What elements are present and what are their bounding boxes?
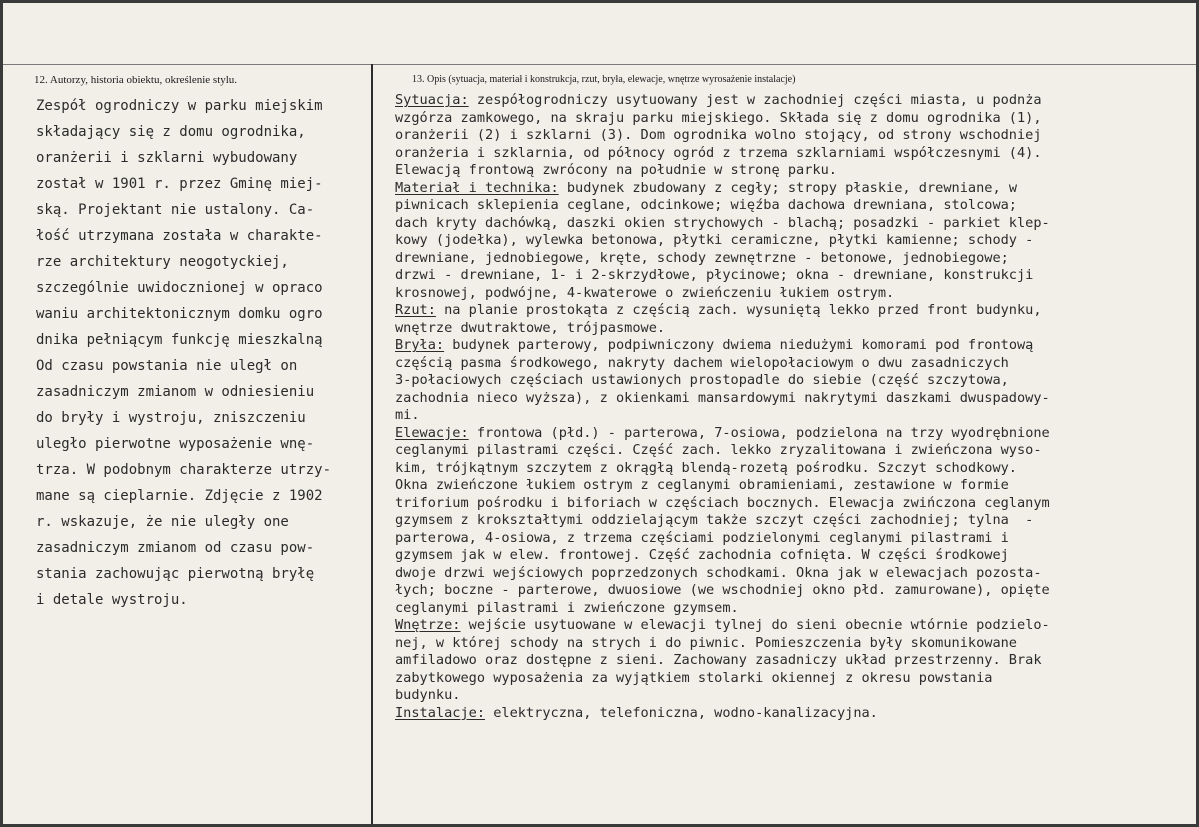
header-rule [3, 64, 1196, 65]
description-line [395, 337, 1195, 355]
description-line-text: krosnowej, podwójne, 4-kwaterowe o zwieńczeniu łukiem ostrym. [395, 284, 895, 301]
description-line-text: drzwi - drewniane, 1- i 2-skrzydłowe, płycinowe; okna - drewniane, konstrukcji [395, 267, 1034, 283]
history-line: zasadniczym zmianom w odniesieniu [36, 384, 315, 400]
description-line [395, 670, 1195, 688]
history-line: został w 1901 r. przez Gminę miej- [36, 176, 323, 192]
description-line [395, 407, 1195, 425]
description-line-text: kowy (jodełka), wylewka betonowa, płytki ceramiczne, płytki kamienne; schody - [395, 232, 1034, 248]
description-line-text: zachodnia nieco wyższa), z okienkami mansardowymi nakrytymi daszkami dwuspadowy- [395, 389, 1050, 406]
description-line-text: amfiladowo oraz dostępne z sieni. Zachowany zasadniczy układ przestrzenny. Brak [395, 652, 1042, 668]
description-line-text: zespółogrodniczy usytuowany jest w zachodniej części miasta, u podnża [468, 92, 1042, 108]
history-line: uległo pierwotne wyposażenie wnę- [36, 436, 315, 452]
section-label: Rzut: [395, 302, 436, 318]
history-line: i detale wystroju. [36, 592, 188, 608]
description-line [395, 180, 1195, 198]
description-line [395, 635, 1195, 653]
description-line [395, 705, 1195, 723]
description-line [395, 372, 1195, 390]
description-line [395, 495, 1195, 513]
description-line-text: oranżeria i szklarnia, od północy ogród z trzema szklarniami współczesnymi (4). [395, 144, 1042, 161]
history-line: rze architektury neogotyckiej, [36, 254, 289, 270]
description-line [395, 617, 1195, 635]
section-13-heading: 13. Opis (sytuacja, materiał i konstrukcja, rzut, bryła, elewacje, wnętrze wyrosażenie instalacje) [412, 74, 796, 85]
history-line: Zespół ogrodniczy w parku miejskim [36, 98, 323, 114]
history-line: oranżerii i szklarni wybudowany [36, 150, 298, 166]
description-line [395, 145, 1195, 163]
history-line: r. wskazuje, że nie uległy one [36, 514, 289, 530]
description-line [395, 162, 1195, 180]
description-line-text: na planie prostokąta z częścią zach. wysuniętą lekko przed front budynku, [435, 302, 1042, 318]
description-line [395, 110, 1195, 128]
history-line: łość utrzymana została w charakte- [36, 228, 323, 244]
description-line-text: ceglanymi pilastrami i zwieńczone gzymsem. [395, 599, 739, 616]
section-label: Elewacje: [395, 424, 469, 441]
description-line-text: kim, trójkątnym szczytem z okrągłą blendą-rozetą pośrodku. Szczyt schodkowy. [395, 459, 1017, 476]
history-line: do bryły i wystroju, zniszczeniu [36, 410, 306, 426]
description-line [395, 477, 1195, 495]
history-line: dnika pełniącym funkcję mieszkalną [36, 332, 323, 348]
history-text [36, 93, 370, 613]
description-line-text: budynek zbudowany z cegły; stropy płaskie, drewniane, w [558, 179, 1017, 196]
description-line [395, 530, 1195, 548]
description-line [395, 565, 1195, 583]
description-line-text: 3-połaciowych częściach ustawionych prostopadle do siebie (część szczytowa, [395, 372, 1009, 388]
description-line [395, 285, 1195, 303]
history-line: mane są cieplarnie. Zdjęcie z 1902 [36, 488, 323, 504]
history-line: trza. W podobnym charakterze utrzy- [36, 462, 332, 478]
description-line-text: parterowa, 4-osiowa, z trzema częściami podzielonymi ceglanymi pilastrami i [395, 529, 1009, 546]
history-line: Od czasu powstania nie uległ on [36, 358, 298, 374]
description-line [395, 267, 1195, 285]
description-line-text: gzymsem z krokształtymi oddzielającym także szczyt części zachodniej; tylna - [395, 512, 1034, 528]
description-line [395, 390, 1195, 408]
description-line [395, 582, 1195, 600]
section-label: Bryła: [395, 337, 445, 353]
description-line-text: elektryczna, telefoniczna, wodno-kanalizacyjna. [485, 704, 878, 721]
description-line-text: wnętrze dwutraktowe, trójpasmowe. [395, 319, 666, 336]
section-12-heading: 12. Autorzy, historia obiektu, określenie stylu. [34, 74, 238, 86]
history-line: zasadniczym zmianom od czasu pow- [36, 540, 315, 556]
description-line [395, 600, 1195, 618]
description-line-text: częścią pasma środkowego, nakryty dachem wielopołaciowym o dwu zasadniczych [395, 354, 1009, 371]
description-line-text: zabytkowego wyposażenia za wyjątkiem stolarki okiennej z okresu powstania [395, 669, 993, 686]
section-label: Materiał i technika: [395, 179, 559, 196]
description-line [395, 232, 1195, 250]
history-line: stania zachowując pierwotną bryłę [36, 566, 315, 582]
description-line [395, 215, 1195, 233]
section-label: Instalacje: [395, 704, 486, 721]
history-line: składający się z domu ogrodnika, [36, 124, 306, 140]
description-line [395, 460, 1195, 478]
description-line-text: piwnicach sklepienia ceglane, odcinkowe; więźba dachowa drewniana, stolcowa; [395, 197, 1017, 213]
description-line-text: dwoje drzwi wejściowych poprzedzonych schodkami. Okna jak w elewacjach pozosta- [395, 564, 1042, 581]
description-line [395, 127, 1195, 145]
section-label: Sytuacja: [395, 92, 469, 108]
description-line [395, 687, 1195, 705]
description-text [395, 92, 1195, 722]
description-line [395, 320, 1195, 338]
description-line-text: wejście usytuowane w elewacji tylnej do sieni obecnie wtórnie podzielo- [460, 617, 1050, 633]
description-line [395, 512, 1195, 530]
description-line [395, 547, 1195, 565]
description-line-text: gzymsem jak w elew. frontowej. Część zachodnia cofnięta. W części środkowej [395, 547, 1009, 563]
description-line-text: triforium pośrodku i biforiach w częściach bocznych. Elewacja zwińczona ceglanym [395, 494, 1050, 511]
description-line-text: oranżerii (2) i szklarni (3). Dom ogrodnika wolno stojący, od strony wschodniej [395, 127, 1042, 143]
description-line-text: mi. [395, 407, 420, 423]
history-line: szczególnie uwidocznionej w opraco [36, 280, 323, 296]
description-line-text: frontowa (płd.) - parterowa, 7-osiowa, podzielona na trzy wyodrębnione [468, 424, 1050, 441]
description-line-text: dach kryty dachówką, daszki okien strychowych - blachą; posadzki - parkiet klep- [395, 214, 1050, 231]
description-line-text: łych; boczne - parterowe, dwuosiowe (we wschodniej okno płd. zamurowane), opięte [395, 582, 1050, 598]
description-line-text: Okna zwieńczone łukiem ostrym z ceglanymi obramieniami, zestawione w formie [395, 477, 1009, 493]
history-line: waniu architektonicznym domku ogro [36, 306, 323, 322]
description-line [395, 425, 1195, 443]
description-line [395, 652, 1195, 670]
description-line [395, 197, 1195, 215]
description-line [395, 355, 1195, 373]
history-line: ską. Projektant nie ustalony. Ca- [36, 202, 315, 218]
description-line-text: drewniane, jednobiegowe, kręte, schody zewnętrzne - betonowe, jednobiegowe; [395, 249, 1009, 266]
description-line [395, 92, 1195, 110]
description-line-text: budynku. [395, 687, 461, 703]
column-divider [371, 64, 373, 827]
description-line [395, 250, 1195, 268]
description-line [395, 442, 1195, 460]
description-line-text: nej, w której schody na strych i do piwnic. Pomieszczenia były skomunikowane [395, 634, 1017, 651]
section-label: Wnętrze: [395, 617, 461, 633]
description-line-text: Elewacją frontową zwrócony na południe w stronę parku. [395, 162, 837, 178]
description-line-text: ceglanymi pilastrami części. Część zach. lekko zryzalitowana i zwieńczona wyso- [395, 442, 1042, 458]
description-line [395, 302, 1195, 320]
description-line-text: wzgórza zamkowego, na skraju parku miejskiego. Składa się z domu ogrodnika (1), [395, 109, 1042, 126]
description-line-text: budynek parterowy, podpiwniczony dwiema niedużymi komorami pod frontową [444, 337, 1034, 353]
